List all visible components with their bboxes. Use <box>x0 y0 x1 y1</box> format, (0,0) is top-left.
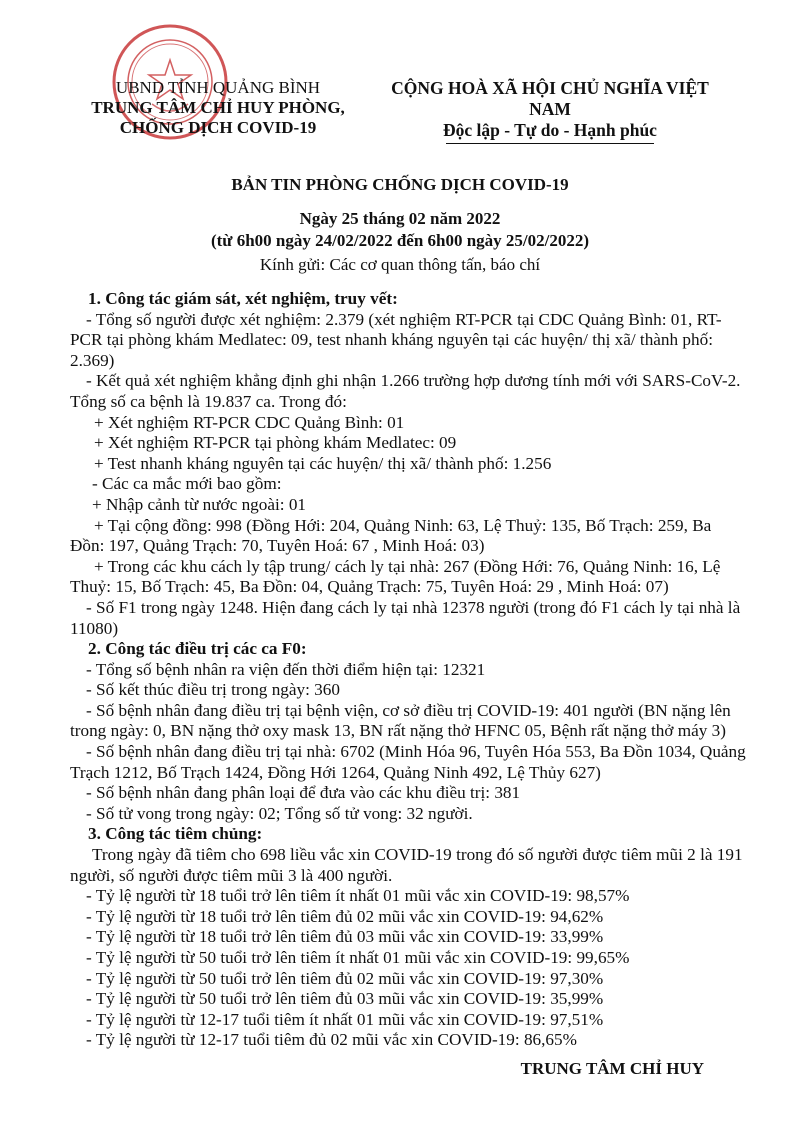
body-line: - Số bệnh nhân đang phân loại để đưa vào các khu điều trị: 381 <box>86 783 521 803</box>
body-line: - Tỷ lệ người từ 18 tuổi trở lên tiêm đủ 03 mũi vắc xin COVID-19: 33,99% <box>86 927 604 947</box>
body-line: + Xét nghiệm RT-PCR CDC Quảng Bình: 01 <box>94 412 405 432</box>
body-line: - Tỷ lệ người từ 50 tuổi trở lên tiêm ít nhất 01 mũi vắc xin COVID-19: 99,65% <box>86 948 630 967</box>
date-range-line: (từ 6h00 ngày 24/02/2022 đến 6h00 ngày 25/02/2022) <box>210 231 590 250</box>
national-motto <box>370 78 730 144</box>
body-line: - Số bệnh nhân đang điều trị tại nhà: 6702 (Minh Hóa 96, Tuyên Hóa 553, Ba Đồn 1034, Quảng Trạch 1212, Bố Trạch 1424, Đồng Hới 1264, Quảng Ninh 492, Lệ Thủy 627) <box>70 742 746 782</box>
section-heading: 1. Công tác giám sát, xét nghiệm, truy vết: <box>88 289 398 308</box>
org-line-2: TRUNG TÂM CHỈ HUY PHÒNG, <box>91 98 345 117</box>
nation-line-2: Độc lập - Tự do - Hạnh phúc <box>443 120 657 140</box>
recipient-line: Kính gửi: Các cơ quan thông tấn, báo chí <box>259 255 541 274</box>
body-line: + Trong các khu cách ly tập trung/ cách ly tại nhà: 267 (Đồng Hới: 76, Quảng Ninh: 16, Lệ Thuỷ: 15, Bố Trạch: 45, Ba Đồn: 04, Quảng Trạch: 75, Tuyên Hoá: 29 , Minh Hoá: 07) <box>70 556 721 597</box>
document-title: BẢN TIN PHÒNG CHỐNG DỊCH COVID-19 <box>231 175 569 194</box>
body-line: - Các ca mắc mới bao gồm: <box>92 474 282 494</box>
body-line: + Tại cộng đồng: 998 (Đồng Hới: 204, Quảng Ninh: 63, Lệ Thuỷ: 135, Bố Trạch: 259, Ba Đồn: 197, Quảng Trạch: 70, Tuyên Hoá: 67 , Minh Hoá: 03) <box>70 515 712 556</box>
body-line: - Tỷ lệ người từ 18 tuổi trở lên tiêm ít nhất 01 mũi vắc xin COVID-19: 98,57% <box>86 886 630 906</box>
org-line-3: CHỐNG DỊCH COVID-19 <box>119 118 317 137</box>
org-line-1: UBND TỈNH QUẢNG BÌNH <box>115 78 321 97</box>
body-line: - Số F1 trong ngày 1248. Hiện đang cách ly tại nhà 12378 người (trong đó F1 cách ly tại nhà là 11080) <box>70 597 741 638</box>
body-line: + Nhập cảnh từ nước ngoài: 01 <box>92 494 307 514</box>
section-heading: 3. Công tác tiêm chủng: <box>88 824 263 844</box>
body-line: - Số kết thúc điều trị trong ngày: 360 <box>86 680 340 700</box>
date-line: Ngày 25 tháng 02 năm 2022 <box>299 209 501 228</box>
bulletin-body <box>70 289 748 1051</box>
signature-block: TRUNG TÂM CHỈ HUY <box>520 1059 704 1078</box>
body-line: Trong ngày đã tiêm cho 698 liều vắc xin COVID-19 trong đó số người được tiêm mũi 2 là 191 người, số người được tiêm mũi 3 là 400 người. <box>70 845 743 885</box>
body-line: - Tỷ lệ người từ 12-17 tuổi tiêm ít nhất 01 mũi vắc xin COVID-19: 97,51% <box>86 1009 604 1029</box>
body-line: - Tỷ lệ người từ 50 tuổi trở lên tiêm đủ 02 mũi vắc xin COVID-19: 97,30% <box>86 968 604 988</box>
body-line: - Kết quả xét nghiệm khẳng định ghi nhận 1.266 trường hợp dương tính mới với SARS-CoV-2. Tổng số ca bệnh là 19.837 ca. Trong đó: <box>70 371 741 411</box>
body-line: - Tỷ lệ người từ 18 tuổi trở lên tiêm đủ 02 mũi vắc xin COVID-19: 94,62% <box>86 906 604 926</box>
motto-underline <box>446 143 654 144</box>
body-line: - Số bệnh nhân đang điều trị tại bệnh viện, cơ sở điều trị COVID-19: 401 người (BN nặng lên trong ngày: 0, BN nặng thở oxy mask 13, BN rất nặng thở HFNC 05, Bệnh rất nặng thở máy 3) <box>70 700 731 741</box>
body-line: + Test nhanh kháng nguyên tại các huyện/ thị xã/ thành phố: 1.256 <box>94 453 552 473</box>
body-line: - Tổng số người được xét nghiệm: 2.379 (xét nghiệm RT-PCR tại CDC Quảng Bình: 01, RT-PCR tại phòng khám Medlatec: 09, test nhanh kháng nguyên tại các huyện/ thị xã/ thành phố: 2.369) <box>70 309 722 370</box>
section-heading: 2. Công tác điều trị các ca F0: <box>88 639 307 659</box>
nation-line-1: CỘNG HOÀ XÃ HỘI CHỦ NGHĨA VIỆT NAM <box>391 78 709 119</box>
issuing-organization <box>68 78 368 138</box>
body-line: - Tỷ lệ người từ 50 tuổi trở lên tiêm đủ 03 mũi vắc xin COVID-19: 35,99% <box>86 989 604 1009</box>
body-line: + Xét nghiệm RT-PCR tại phòng khám Medlatec: 09 <box>94 433 457 453</box>
document-date-block <box>0 208 800 252</box>
body-line: - Số tử vong trong ngày: 02; Tổng số tử vong: 32 người. <box>86 803 473 823</box>
body-line: - Tỷ lệ người từ 12-17 tuổi tiêm đủ 02 mũi vắc xin COVID-19: 86,65% <box>86 1030 577 1050</box>
body-line: - Tổng số bệnh nhân ra viện đến thời điểm hiện tại: 12321 <box>86 659 486 679</box>
